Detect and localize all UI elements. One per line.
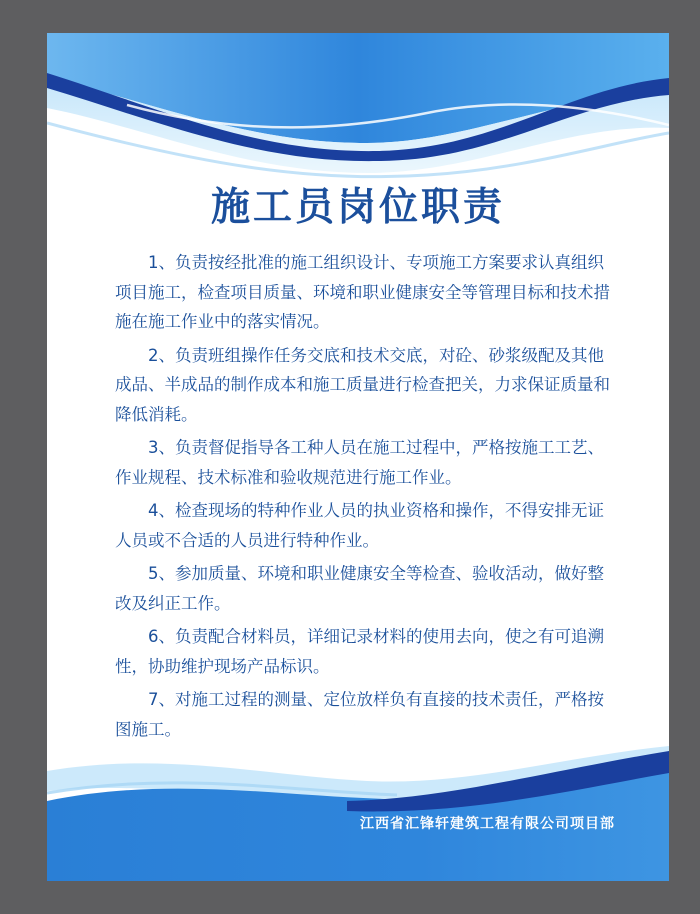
duty-item-3: 3、负责督促指导各工种人员在施工过程中，严格按施工工艺、作业规程、技术标准和验收规范进行施工作业。: [115, 438, 604, 487]
poster-board: [47, 33, 669, 881]
duty-item-5: 5、参加质量、环境和职业健康安全等检查、验收活动，做好整改及纠正工作。: [115, 564, 604, 613]
duty-list: [115, 248, 615, 748]
duty-item-6: 6、负责配合材料员，详细记录材料的使用去向，使之有可追溯性，协助维护现场产品标识。: [115, 627, 604, 676]
company-name: 江西省汇锋轩建筑工程有限公司项目部: [360, 816, 615, 832]
bottom-wave-decoration: [47, 731, 669, 881]
duty-item-4: 4、检查现场的特种作业人员的执业资格和操作，不得安排无证人员或不合适的人员进行特种作业。: [115, 501, 604, 550]
duty-item-7: 7、对施工过程的测量、定位放样负有直接的技术责任，严格按图施工。: [115, 690, 604, 739]
duty-item-1: 1、负责按经批准的施工组织设计、专项施工方案要求认真组织项目施工，检查项目质量、环境和职业健康安全等管理目标和技术措施在施工作业中的落实情况。: [115, 253, 610, 331]
page-title: 施工员岗位职责: [210, 185, 505, 230]
duty-item-2: 2、负责班组操作任务交底和技术交底，对砼、砂浆级配及其他成品、半成品的制作成本和施工质量进行检查把关，力求保证质量和降低消耗。: [115, 345, 610, 424]
